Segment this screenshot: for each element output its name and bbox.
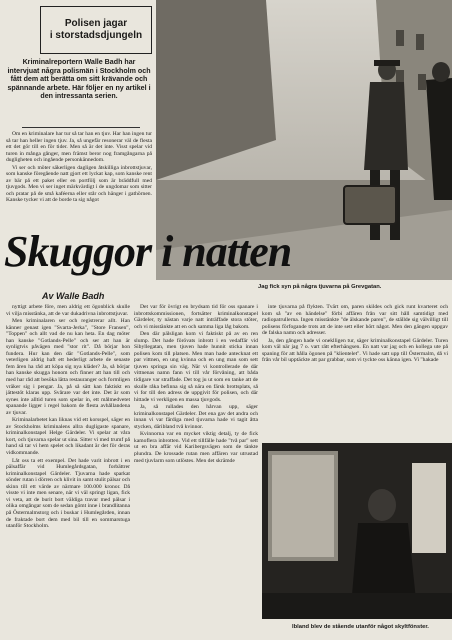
article-intro: Kriminalreportern Walle Badh har intervjuat några polismän i Stockholm och fått dem att berätta om sitt krävande och spännande arbete. Här följer en ny artikel i den intressanta serien.: [7, 58, 151, 101]
paragraph: nyttigt arbete före, men aldrig ett ögonblick skulle vi vilja misstänka, att de var dukadrivna inbrottstjuvar.: [6, 304, 130, 317]
photo-2-caption: Ibland blev de stående utanför något skyltfönster.: [292, 624, 429, 630]
paragraph: Vi ser och möter säkerligen dagligen åtskilliga inbrottstjuvar, som kanske föregående natt gjort ett lyckat kap, som kanske rent av bär på ett paket eller en portfölj som är bräddfull med tjuvgods. Men vi ser inget märkvärdigt i de ungdomar som sitter och pratar på de små kaféerna eller står och hänger i gathörnen. Kanske tycker vi att de borde ta sig något: [6, 164, 152, 204]
paragraph: inte tjuvarna på flykten. Tvärt om, paren skildes och gick runt kvarteret och kom så "av en händelse" förbi affären från var sitt håll samtidigt med radiopatrullerna. Ingen misstänkte "de älskande paren", de ställde sig välvilligt till polisens förfogande trots att de inte sett eller hört något. Men den gängen uppgav de falska namn och adresser.: [262, 304, 448, 337]
paragraph: Kriminalarbetet kan liknas vid ett korsspel, säger en av Stockholms kriminalens allra dugligaste spanare, kriminalkonstapel Helge Gärdeler. Vi spelar at våra kort, och tjuvarna spelar ut sina. Sitter vi med trumf på hand så tar vi hem spelet och likadant är det för deras vidkommande.: [6, 417, 130, 457]
paragraph: Ja, den gången hade vi oneklligen tur, säger kriminalkonstapel Gärdeler. Turen kom väl när jag 7 o. vart rätt efterhängsen. En natt var jag och en kollega ute på spaning för att hålla ögonen på "klientelet". Vi hade satt upp till Östermalm, då vi från vår bil upptäckte att par grabbar, som vi tyckte oss känna igen. Vi "hakade: [262, 337, 448, 364]
column-1-top: [6, 131, 152, 223]
paragraph: Den där pälsligan kom vi faktiskt på av en ren slump. Det hade förövats inbrott i en vedaffär vid Sibyllegatan, men tjuven hade hunnit sticka innan polisen kom till platsen. Men man hade antecknat ett par vittnen, en ung kvinna och en ung man som sett tjuven springa sin väg. När vi kontrollerade de där vittnenas namn fann vi till vår förvåning, att båda tidigare var straffade. Det tog ju ut som en tanke att de skulle råka befinna sig så nära en färsk brottsplats, så vi for till den adress de uppgivit för polisen, och där hittade vi verkligen en massa tjuvgods.: [134, 331, 258, 403]
column-2: [134, 304, 258, 638]
article-headline: Skuggor i natten: [4, 227, 292, 276]
paragraph: Men kriminalaren ser och registrerar allt. Han känner genast igen "Svarta-Jerka", "Store Fransen", "Toppen" och allt vad de nu kan heta. En dag möter han kanske "Gotlands-Pelle" och ser att han är synligtvis påvägen med "stor rit". Då börjar hon fundera. Hur kan den där "Gotlands-Pelle", som veterligen aldrig haft ett hederligt arbete de senaste fem åren ha råd att köpa sig nya kläder? Ja, så börjar han kanske skugga honom och finner att han till och med har råd att besöka lätta restauranger och formligen vräker sig i pengar. Ja, på så sätt kan faktiskt en jättestöt klaras upp. Svårare var det inte. Det är som synes inte alltid turen som spelar in, ett målmedvetet spanande ligger i regel bakom de flesta avhållandena av tjuvar.: [6, 318, 130, 416]
paragraph: Kvinnorna var en mycket viktig detalj, ty de fick kamoflera inbrotten. Vid ett tillfälle hade "två par" sett ut en bra affär vid Karibergsvägen som de tänkte plundra. De krossade rutan men affären var utrustad med tjuvlarm som utlöstes. Men det skrämde: [134, 431, 258, 464]
paragraph: Om en kriminalare har tur så tar han en tjuv. Har han ingen tur så tar han heller ingen tjuv. Ja, så ungefär resonerar väl de flesta ett det gör till en för tider. Men så är det inte. Visst spelar vid turen in många gånger, men främst beror nog framgångarna på dugligheten och ingående personkännedom.: [6, 131, 152, 164]
night-scene-illustration: [262, 443, 452, 619]
paragraph: Låt oss ta ett exempel. Det hade varit inbrott i en pälsaffär vid Humlegårdsgatan, forbättrer kriminalkonstapel Gärdeler. Tjuvarna hade sparkat sönder rutan i dörren och klivit in samt stulit pälsar och skinn till ett värde av närmare 100.000 kronor. Då visste vi inte men senare, när vi väl springt ligan, fick vi veta, att de burit bort väldiga travar med pälsar i olika omgångar som de sedan gömt inne i brandlitanna på Östermalmstorg och i buskar i Humlegården, innan de fraktade bort dem med bil till en sommarstuga utanför Stockholm.: [6, 457, 130, 530]
paragraph: Det var för övrigt en brydsam tid för oss spanare i inbrottskommissionen, fortsätter kriminalkonstapel Gärdeler, ty nästan varje natt inträffade stora stöter, och vi misstänkte att en och samma liga låg bakom.: [134, 304, 258, 330]
photo-1-caption: Jag fick syn på några tjuvarna på Grevgatan.: [258, 284, 382, 290]
paragraph: Ja, så rullades den hårvan upp, säger kriminalkonstapel Gärdeler. Det ena gav det andra och innan vi var färdiga med tjuvarna hade vi tagit åtta stycken, däribland två kvinnor.: [134, 404, 258, 430]
kicker-line-2: i storstadsdjungeln: [49, 30, 143, 41]
shop-window-photo: [262, 443, 452, 619]
section-kicker-box: [40, 6, 152, 54]
column-3: [262, 304, 448, 438]
article-byline: Av Walle Badh: [42, 291, 105, 301]
kicker-line-1: Polisen jagar: [64, 18, 128, 29]
column-1-bottom: [6, 304, 130, 638]
intro-divider: [22, 127, 140, 128]
